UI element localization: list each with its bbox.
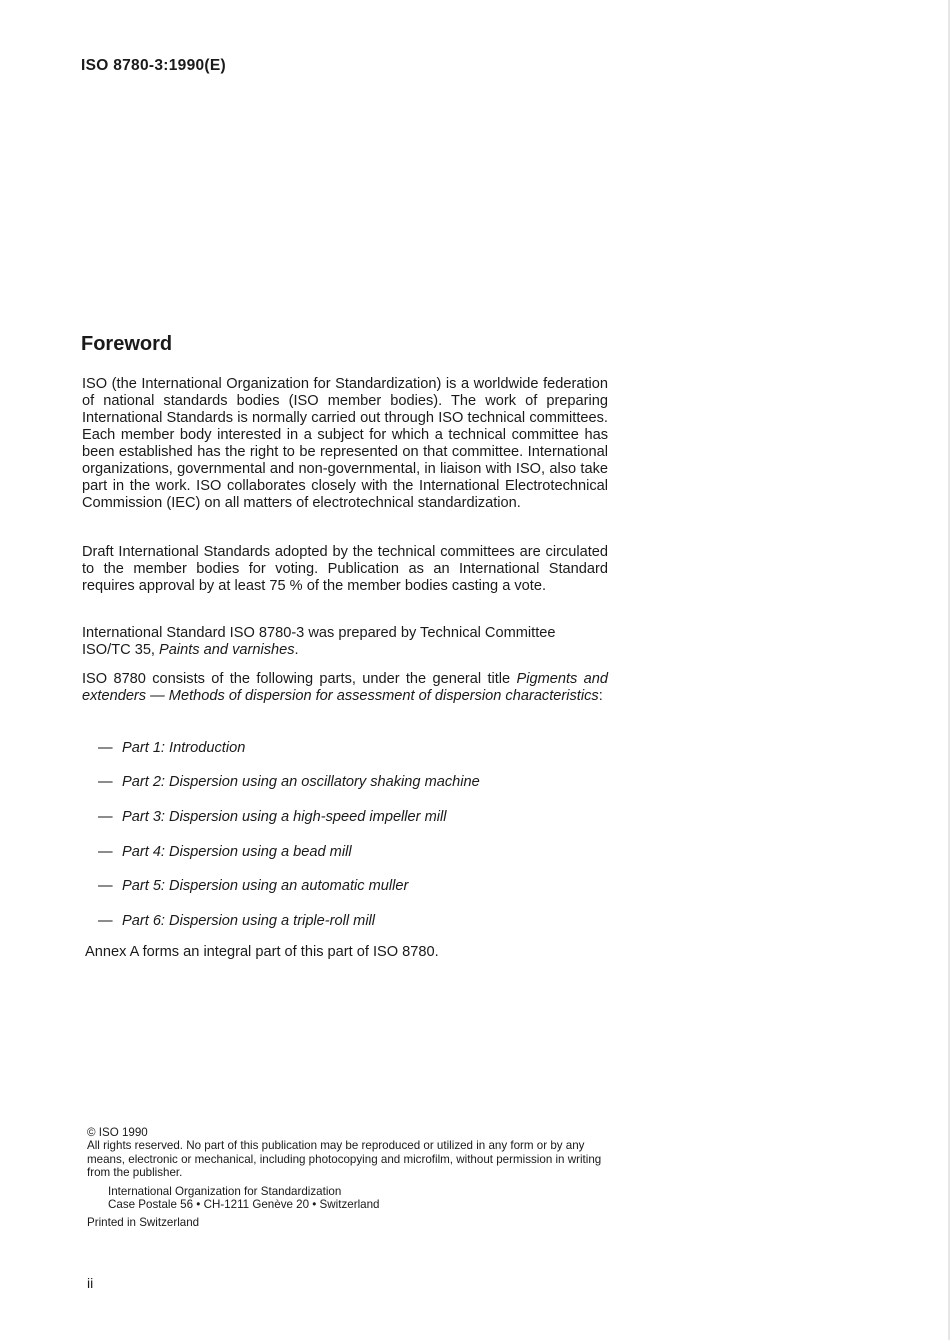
part-label: Part 5: Dispersion using an automatic muller	[122, 878, 409, 894]
part-label: Part 3: Dispersion using a high-speed impeller mill	[122, 809, 447, 825]
list-dash: —	[98, 913, 113, 929]
list-dash: —	[98, 740, 113, 756]
list-dash: —	[98, 809, 113, 825]
part-label: Part 1: Introduction	[122, 740, 246, 756]
rights-notice: All rights reserved. No part of this publication may be reproduced or utilized in any form or by any means, electronic or mechanical, including photocopying and microfilm, without permission in writing from the publisher.	[87, 1139, 602, 1179]
list-item	[98, 913, 375, 929]
list-item	[98, 844, 352, 860]
copyright-line: © ISO 1990	[87, 1126, 148, 1139]
consists-text: ISO 8780 consists of the following parts, under the general title	[82, 671, 517, 687]
part-label: Part 4: Dispersion using a bead mill	[122, 844, 352, 860]
general-title: Pigments and extenders — Methods of dispersion for assessment of dispersion characteristics	[82, 671, 608, 704]
paragraph-draft-standards: Draft International Standards adopted by the technical committees are circulated to the member bodies for voting. Publication as an International Standard requires approval by at least 75 % of the member bodies casting a vote.	[82, 544, 608, 594]
document-identifier: ISO 8780-3:1990(E)	[81, 57, 226, 74]
paragraph-parts-intro	[82, 671, 608, 705]
paragraph-iso-description: ISO (the International Organization for Standardization) is a worldwide federation of national standards bodies (ISO member bodies). The work of preparing International Standards is normally carried out through ISO technical committees. Each member body interested in a subject for which a technical committee has been established has the right to be represented on that committee. International organizations, governmental and non-governmental, in liaison with ISO, also take part in the work. ISO collaborates closely with the International Electrotechnical Commission (IEC) on all matters of electrotechnical standardization.	[82, 376, 608, 511]
prepared-end: .	[294, 642, 299, 658]
printed-location: Printed in Switzerland	[87, 1216, 200, 1229]
list-item	[98, 774, 480, 790]
organization-name: International Organization for Standardization	[108, 1185, 342, 1198]
list-item	[98, 740, 245, 756]
paragraph-prepared-by	[82, 625, 608, 659]
list-dash: —	[98, 774, 113, 790]
part-label: Part 6: Dispersion using a triple-roll mill	[122, 913, 376, 929]
prepared-committee-title: Paints and varnishes	[159, 642, 295, 658]
annex-statement: Annex A forms an integral part of this part of ISO 8780.	[85, 944, 439, 960]
part-label: Part 2: Dispersion using an oscillatory shaking machine	[122, 774, 480, 790]
list-dash: —	[98, 844, 113, 860]
prepared-text: International Standard ISO 8780-3 was prepared by Technical Committee ISO/TC 35,	[82, 625, 556, 658]
consists-end: :	[598, 688, 603, 704]
list-dash: —	[98, 878, 113, 894]
page-number: ii	[87, 1275, 94, 1291]
section-title: Foreword	[81, 333, 173, 355]
list-item	[98, 878, 408, 894]
list-item	[98, 809, 446, 825]
organization-address: Case Postale 56 • CH-1211 Genève 20 • Switzerland	[108, 1198, 380, 1211]
